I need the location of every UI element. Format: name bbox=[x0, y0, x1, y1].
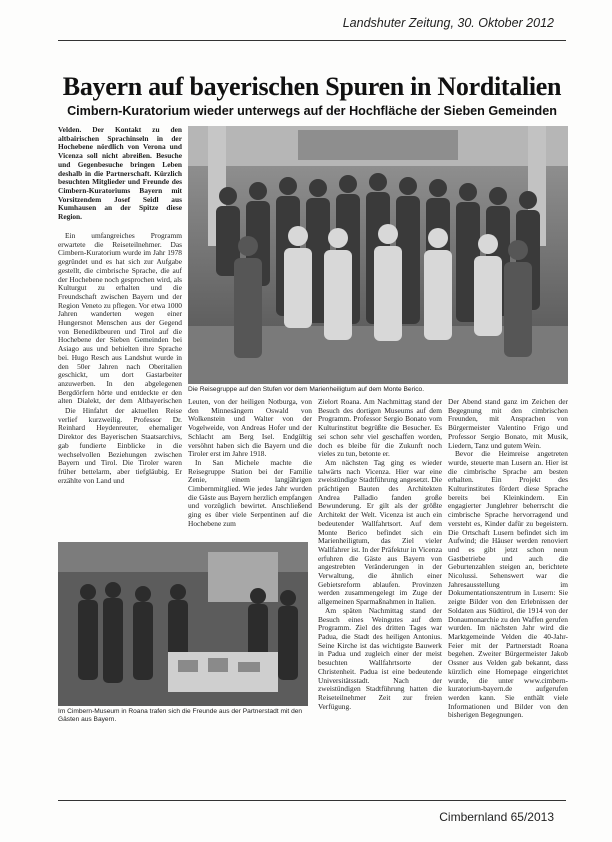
column-4-body bbox=[448, 398, 568, 798]
column-2-body bbox=[188, 398, 312, 540]
lead-text: Velden. Der Kontakt zu den altbairischen Sprachinseln in der Hochebene nördlich von Verona und Vicenza soll nicht abreißen. Besuche und Gegenbesuche bringen Leben deshalb in die Partnerschaft. Kürzlich besuchten Mitglieder und Freunde des Cimbern-Kuratoriums Bayern mit Vorsitzendem Josef Seidl aus Kumhausen an der Spitze diese Region. bbox=[58, 126, 182, 222]
bottom-rule bbox=[58, 800, 566, 801]
column-1-text: Ein umfangreiches Programm erwartete die Reiseteilnehmer. Das Cimbern-Kuratorium wurde im Jahr 1978 gegründet und es hat sich zur Aufgabe gestellt, die cimbrische Sprache, die auf der Hochebene noch gesprochen wird, als Kulturgut zu erhalten und die Freundschaft zwischen Bayern und der Region Veneto zu pflegen. Vor etwa 1000 Jahren wanderten wegen einer Hungersnot Menschen aus der Gegend von Benediktbeuren und Tirol auf die Hochebene der Sieben Gemeinden bei Asiago aus und behielten ihre Sprache bei. Hugo Resch aus Landshut wurde in den 50er Jahren nach Oberitalien geschickt, um dort Gastarbeiter anzuwerben. In den abgelegenen Bergdörfern hörte und entdeckte er den alten Dialekt, der dem Altbayerischen bbox=[58, 232, 182, 406]
column-1-continued bbox=[58, 407, 182, 533]
top-rule bbox=[58, 40, 566, 41]
group-photo-caption: Die Reisegruppe auf den Stufen vor dem Marienheiligtum auf dem Monte Berico. bbox=[188, 386, 425, 393]
column-1b-text: Die Hinfahrt der aktuellen Reise verlief kurzweilig. Professor Dr. Reinhard Heydenreuter, ehemaliger Direktor des Bayerischen Staatsarchivs, gab fundierte Einblicke in die wechselvollen Beziehungen zwischen Bayern und Tirol. Die Tiroler waren früher bettelarm, aber tiefgläubig. Er erzählte von Land und bbox=[58, 407, 182, 485]
column-3-text: Zielort Roana. Am Nachmittag stand der Besuch des dortigen Museums auf dem Programm. Professor Sergio Bonato vom Kulturinstitut begrüßte die Besucher. Es sei schon sehr viel geschaffen worden, doch es bleibe für die Zukunft noch vieles zu tun, betonte er. bbox=[318, 398, 442, 459]
masthead-date: Landshuter Zeitung, 30. Oktober 2012 bbox=[342, 16, 554, 30]
museum-photo-image bbox=[58, 542, 308, 706]
column-3b-text: Am nächsten Tag ging es wieder talwärts nach Vicenza. Hier war eine zweistündige Stadtführung angesetzt. Die prächtigen Bauten des Architekten Andrea Palladio fanden große Bewunderung. Er gilt als der größte Architekt der Welt. Vicenza ist auch ein bedeutender Wallfahrtsort. Auf dem Monte Berico befindet sich ein Marienheiligtum, das Ziel vieler Wallfahrer ist. In der Präfektur in Vicenza erfuhren die Gäste aus Bayern von angestrebten Veränderungen in der Verwaltung, die ähnlich einer Gebietsreform ablaufen. Provinzen werden zusammengelegt im Zuge der allgemeinen Sparmaßnahmen in Italien. bbox=[318, 457, 442, 607]
article-title: Bayern auf bayerischen Spuren in Norditalien bbox=[62, 72, 562, 101]
article-subtitle: Cimbern-Kuratorium wieder unterwegs auf der Hochfläche der Sieben Gemeinden bbox=[67, 104, 557, 118]
column-1-body bbox=[58, 232, 182, 407]
footer-source: Cimbernland 65/2013 bbox=[439, 810, 554, 824]
column-3-body bbox=[318, 398, 442, 720]
group-photo-image bbox=[188, 126, 568, 384]
column-3c-text: Am späten Nachmittag stand der Besuch eines Weingutes auf dem Programm. Ziel des dritten Tages war Padua, die Stadt des heiligen Antonius. Seine Kirche ist das wichtigste Bauwerk in Padua und zugleich einer der meist besuchten Wallfahrtsorte der Christenheit. Padua ist eine bedeutende Universitätsstadt. Nach der zweistündigen Stadtführung hatten die Reiseteilnehmer Zeit zur freien Verfügung. bbox=[318, 605, 442, 711]
group-photo bbox=[188, 126, 568, 384]
column-4b-text: Bevor die Heimreise angetreten wurde, steuerte man Lusern an. Hier ist die cimbrische Sprache am besten erhalten. Ein Projekt des Kulturinstitutes fördert diese Sprache bereits bei Kleinkindern. Ein engagierter Junglehrer beherrscht die cimbrische Sprache hervorragend und versteht es, Kinder dafür zu begeistern. Die Ortschaft Lusern befindet sich im Aufwind; die Häuser werden renoviert und es gibt jetzt schon neun Gastbetriebe und auch die Geburtenzahlen steigen an, berichtete Nicolussi. Sehenswert war die Jahresausstellung im Dokumentationszentrum in Lusern: Sie zeigte Bilder von den Erlebnissen der Soldaten aus Südtirol, die 1914 von der Donaumonarchie zu den Waffen gerufen wurden. Im nächsten Jahr wird die Marktgemeinde Velden die 40-Jahr-Feier mit der Partnerstadt Roana begehen. Zweiter Bürgermeister Jakob Ossner aus Velden gab bekannt, dass kürzlich eine Homepage eingerichtet wurde, die unter www.cimbern-kuratorium-bayern.de aufgerufen werden kann. Sie enthält viele Informationen und Bilder von den bisherigen Begegnungen. bbox=[448, 449, 568, 720]
column-4-text: Der Abend stand ganz im Zeichen der Begegnung mit den cimbrischen Freunden, mit Ansprachen von Bürgermeister Valentino Frigo und Professor Sergio Bonato, mit Musik, Liedern, Tanz und gutem Wein. bbox=[448, 398, 568, 450]
column-2b-text: In San Michele machte die Reisegruppe Station bei der Familie Zenie, einem langjährigen Cimbernmitglied. Wie jedes Jahr wurden die Gäste aus Bayern herzlich empfangen und vorzüglich bewirtet. Anschließend ging es über viele Serpentinen auf die Hochebene zum bbox=[188, 457, 312, 528]
lead-paragraph bbox=[58, 126, 182, 230]
museum-photo-caption: Im Cimbern-Museum in Roana trafen sich die Freunde aus der Partnerstadt mit den Gästen aus Bayern. bbox=[58, 708, 303, 723]
column-2-text: Leuten, von der heiligen Notburga, von den Minnesängern Oswald von Wolkenstein und Walter von der Vogelweide, von Andreas Hofer und der Schlacht am Berg Isel. Endgültig versöhnt haben sich die Bayern und die Tiroler erst im Jahre 1918. bbox=[188, 398, 312, 459]
museum-photo bbox=[58, 542, 308, 706]
